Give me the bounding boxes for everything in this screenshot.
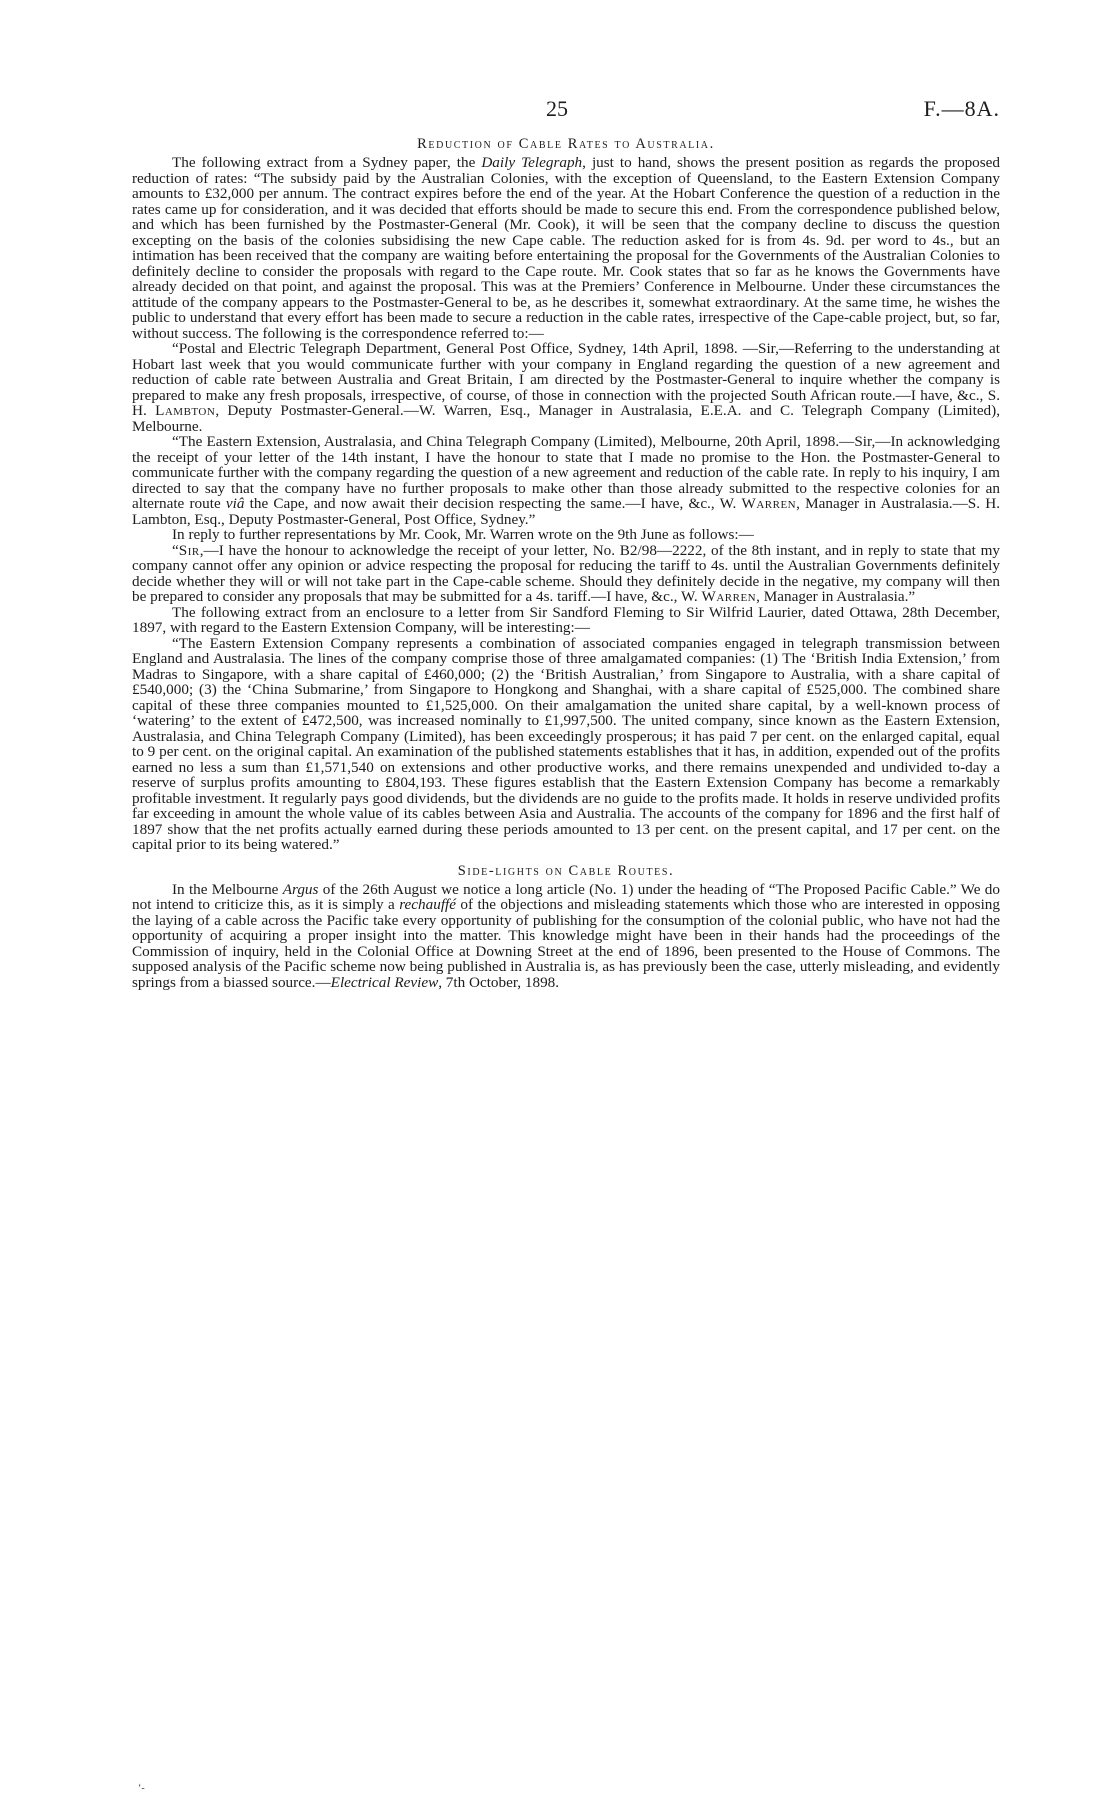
text: , Manager in Australasia.—S. H. Lambton, Esq., Deputy Postmaster-General, Post Office, Sydney.” — [132, 495, 1000, 528]
text: of the objections and misleading statements which those who are interested in opposing the laying of a cable across the Pacific take every opportunity of publishing for the consumption of the colonial public, who have not had the opportunity of acquiring a proper insight into the matter. This knowledge might have been in their hands had the proceedings of the Commission of inquiry, held in the Colonial Office at Downing Street at the end of 1896, been presented to the House of Commons. The supposed analysis of the Pacific scheme now being published in Australia is, as has previously been the case, utterly misleading, and evidently springs from a biassed source.— — [132, 896, 1000, 991]
italic-via: viâ — [225, 495, 245, 512]
paragraph-further-representations: In reply to further representations by Mr. Cook, Mr. Warren wrote on the 9th June as follows:— — [172, 526, 754, 543]
text: The following extract from a Sydney paper, the — [172, 154, 482, 171]
text: of the 26th August we notice a long article (No. 1) under the heading of “The Proposed Pacific Cable.” We do not intend to criticize this, as it is simply a — [132, 880, 1000, 913]
newspaper-title: Argus — [282, 880, 319, 898]
paragraph-letter-june — [132, 543, 1000, 605]
text: “ — [172, 541, 179, 559]
signatory-name: Warren — [701, 588, 757, 605]
text: , 7th October, 1898. — [438, 973, 560, 991]
paragraph-letter-lambton — [132, 341, 1000, 434]
signatory-name: Lambton — [155, 402, 216, 419]
margin-mark: ‘- — [138, 1783, 145, 1794]
italic-rechauffe: rechauffé — [399, 896, 456, 913]
paragraph-fleming-extract-intro: The following extract from an enclosure to a letter from Sir Sandford Fleming to Sir Wilfrid Laurier, dated Ottawa, 28th December, 1897, with regard to the Eastern Extension Company, will be interesting:— — [132, 603, 1000, 636]
salutation: Sir — [178, 541, 200, 559]
text: , just to hand, shows the present position as regards the proposed reduction of rates: “The subsidy paid by the Australian Colonies, with the exception of Queensland, to the Eastern Extension Company amounts to £32,000 per annum. The contract expires before the end of the year. At the Hobart Conference the question of a reduction in the rates came up for consideration, and it was decided that efforts should be made to secure this end. From the correspondence published below, and which has been furnished by the Postmaster-General (Mr. Cook), it will be seen that the company decline to discuss the question excepting on the basis of the colonies subsidising the new Cape cable. The reduction asked for is from 4s. 9d. per word to 4s., but an intimation has been received that the company are waiting before entertaining the proposal for the Governments of the Australian Colonies to definitely decline to consider the proposals with regard to the Cape route. Mr. Cook states that so far as he knows the Governments have already decided on that point, and against the proposal. This was at the Premiers’ Conference in Melbourne. Under these circumstances the attitude of the company appears to the Postmaster-General to be, as he describes it, somewhat extraordinary. At the same time, he wishes the public to understand that every effort has been made to secure a reduction in the cable rates, irrespective of the Cape-cable project, but, so far, without success. The following is the correspondence referred to:— — [132, 154, 1001, 342]
page-number: 25 — [546, 96, 568, 121]
page-header — [132, 96, 1000, 126]
text: ,—I have the honour to acknowledge the receipt of your letter, No. B2/98—2222, of the 8th instant, and in reply to state that my company cannot offer any opinion or advice respecting the proposal for reducing the tariff to 4s. until the Australian Governments definitely decide whether they will or will not take part in the Cape-cable scheme. Should they definitely decide in the negative, my company will then be prepared to consider any proposals that may be submitted for a 4s. tariff.—I have, &c., W. — [132, 541, 1000, 605]
paragraph-intro — [132, 155, 1000, 341]
paragraph-letter-warren — [132, 434, 1000, 527]
text: , Manager in Australasia.” — [756, 588, 916, 605]
document-reference: F.—8A. — [923, 96, 1000, 121]
text: the Cape, and now await their decision respecting the same.—I have, &c., W. — [244, 495, 742, 512]
document-page — [132, 96, 1000, 990]
section-title-side-lights: Side-lights on Cable Routes. — [457, 862, 675, 879]
text: , Deputy Postmaster-General.—W. Warren, Esq., Manager in Australasia, E.E.A. and C. Telegraph Company (Limited), Melbourne. — [132, 402, 1001, 435]
text: “Postal and Electric Telegraph Department, General Post Office, Sydney, 14th April, 1898. —Sir,—Referring to the understanding at Hobart last week that you would communicate further with your company in England regarding the question of a new agreement and reduction of cable rate between Australia and Great Britain, I am directed by the Postmaster-General to inquire whether the company is prepared to make any fresh proposals, irrespective, of course, of those in connection with the projected South African route.—I have, &c., S. H. — [132, 340, 1000, 419]
paragraph-side-lights — [132, 882, 1000, 991]
newspaper-title: Daily Telegraph — [481, 154, 583, 171]
text: “The Eastern Extension, Australasia, and China Telegraph Company (Limited), Melbourne, 20th April, 1898.—Sir,—In acknowledging the receipt of your letter of the 14th instant, I have the honour to state that I made no promise to the Hon. the Postmaster-General to communicate further with the company regarding the question of a new agreement and reduction of the cable rate. In reply to his inquiry, I am directed to say that the company have no further proposals to make other than those already submitted to the respective colonies for an alternate route — [132, 433, 1000, 512]
paragraph-fleming-extract: “The Eastern Extension Company represents a combination of associated companies engaged in telegraph transmission between England and Australasia. The lines of the company comprise those of three amalgamated companies: (1) The ‘British India Extension,’ from Madras to Singapore, with a share capital of £460,000; (2) the ‘British Australian,’ from Singapore to Australia, with a share capital of £540,000; (3) the ‘China Submarine,’ from Singapore to Hongkong and Shanghai, with a share capital of £525,000. The combined share capital of these three companies mounted to £1,525,000. On their amalgamation the united share capital, by a well-known process of ‘watering’ to the extent of £472,500, was increased nominally to £1,997,500. The united company, since known as the Eastern Extension, Australasia, and China Telegraph Company (Limited), has been exceedingly prosperous; it has paid 7 per cent. on the enlarged capital, equal to 9 per cent. on the original capital. An examination of the published statements establishes that it has, in addition, expended out of the profits earned no less a sum than £1,571,540 on extensions and other productive works, and there remains unexpended and undivided to-day a reserve of surplus profits amounting to £804,193. These figures establish that the Eastern Extension Company has become a remarkably profitable investment. It regularly pays good dividends, but the dividends are no guide to the profits made. It holds in reserve undivided profits far exceeding in amount the whole value of its cables between Asia and Australia. The accounts of the company for 1896 and the first half of 1897 show that the net profits actually earned during these periods amounted to 13 per cent. on the present capital, and 17 per cent. on the capital prior to its being watered.” — [132, 634, 1000, 853]
section-title-reduction-of-cable-rates: Reduction of Cable Rates to Australia. — [417, 136, 715, 152]
source-citation: Electrical Review — [330, 973, 439, 991]
signatory-name: Warren — [741, 495, 797, 512]
text: In the Melbourne — [172, 880, 283, 898]
